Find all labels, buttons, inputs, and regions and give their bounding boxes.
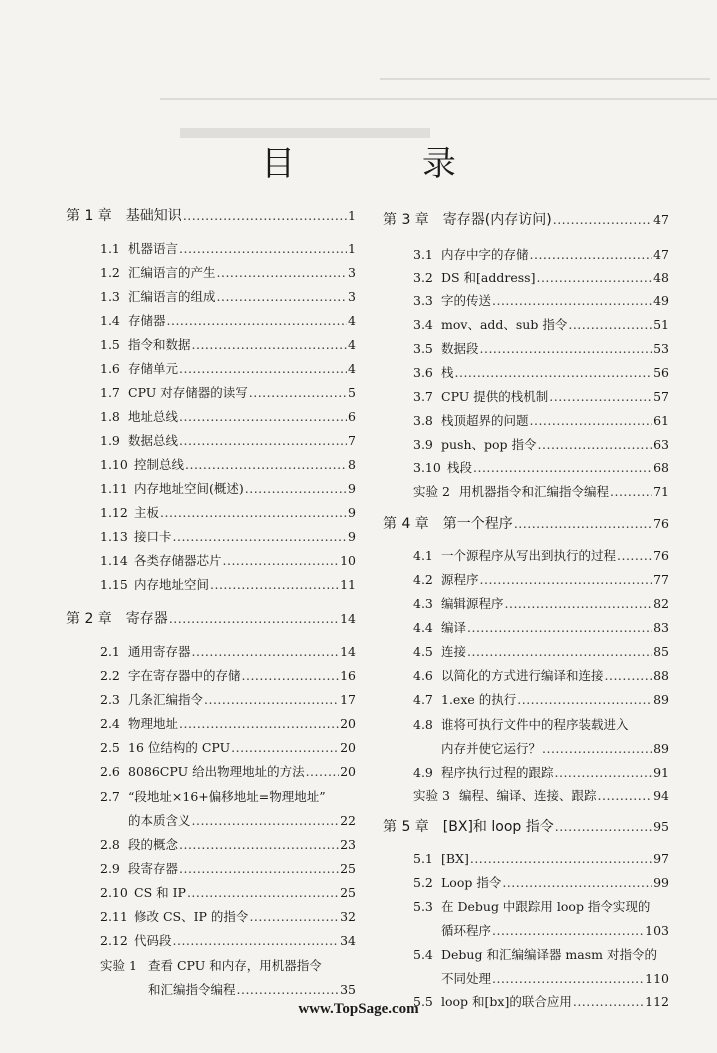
toc-entry[interactable]: 2.5 16 位结构的 CPU ..... 20 (100, 740, 356, 756)
toc-entry[interactable]: 2.1 通用寄存器 ..... 14 (100, 644, 356, 660)
toc-chapter[interactable]: 第 3 章 寄存器(内存访问) ..... 47 (383, 212, 669, 228)
toc-entry[interactable]: 2.6 8086CPU 给出物理地址的方法 ..... 20 (100, 764, 356, 780)
toc-entry[interactable]: 2.12 代码段 ..... 34 (100, 933, 356, 949)
toc-entry[interactable]: 4.2 源程序 ..... 77 (413, 572, 669, 588)
toc-entry[interactable]: 4.1 一个源程序从写出到执行的过程 ..... 76 (413, 548, 669, 564)
toc-chapter[interactable]: 第 5 章 [BX]和 loop 指令 ..... 95 (383, 819, 669, 835)
toc-entry[interactable]: 1.6 存储单元 ..... 4 (100, 361, 356, 377)
toc-chapter[interactable]: 第 4 章 第一个程序 ..... 76 (383, 516, 669, 532)
toc-entry[interactable]: 3.8 栈顶超界的问题 ..... 61 (413, 413, 669, 429)
toc-entry[interactable]: 3.1 内存中字的存储 ..... 47 (413, 247, 669, 263)
toc-entry[interactable]: 的本质含义 ..... 22 (128, 813, 356, 829)
toc-entry[interactable]: 1.8 地址总线 ..... 6 (100, 409, 356, 425)
toc-entry[interactable]: 4.5 连接 ..... 85 (413, 644, 669, 660)
toc-entry[interactable]: 3.2 DS 和[address] ..... 48 (413, 270, 669, 286)
toc-entry[interactable]: 3.10 栈段 ..... 68 (413, 460, 669, 476)
toc-entry[interactable]: 3.9 push、pop 指令 ..... 63 (413, 437, 669, 453)
toc-entry[interactable]: 循环程序 ..... 103 (441, 923, 669, 939)
toc-entry[interactable]: 1.15 内存地址空间 ..... 11 (100, 577, 356, 593)
toc-entry[interactable]: 1.11 内存地址空间(概述) ..... 9 (100, 481, 356, 497)
toc-entry[interactable]: 2.2 字在寄存器中的存储 ..... 16 (100, 668, 356, 684)
toc-chapter[interactable]: 第 2 章 寄存器 ..... 14 (66, 611, 356, 627)
toc-entry[interactable]: 3.5 数据段 ..... 53 (413, 341, 669, 357)
toc-entry[interactable]: 1.12 主板 ..... 9 (100, 505, 356, 521)
toc-entry-firstline[interactable]: 5.3 在 Debug 中跟踪用 loop 指令实现的 (413, 899, 651, 914)
toc-entry[interactable]: 4.3 编辑源程序 ..... 82 (413, 596, 669, 612)
toc-entry[interactable]: 2.8 段的概念 ..... 23 (100, 837, 356, 853)
toc-entry[interactable]: 1.5 指令和数据 ..... 4 (100, 337, 356, 353)
toc-entry[interactable]: 实验 2 用机器指令和汇编指令编程 ..... 71 (413, 484, 669, 500)
toc-entry[interactable]: 1.10 控制总线 ..... 8 (100, 457, 356, 473)
toc-entry[interactable]: 1.14 各类存储器芯片 ..... 10 (100, 553, 356, 569)
toc-entry[interactable]: 1.13 接口卡 ..... 9 (100, 529, 356, 545)
toc-entry[interactable]: 2.9 段寄存器 ..... 25 (100, 861, 356, 877)
toc-entry[interactable]: 不同处理 ..... 110 (441, 971, 669, 987)
toc-entry[interactable]: 1.7 CPU 对存储器的读写 ..... 5 (100, 385, 356, 401)
toc-entry[interactable]: 4.7 1.exe 的执行 ..... 89 (413, 692, 669, 708)
toc-chapter[interactable]: 第 1 章 基础知识 ..... 1 (66, 208, 356, 224)
toc-entry[interactable]: 4.6 以简化的方式进行编译和连接 ..... 88 (413, 668, 669, 684)
toc-entry[interactable]: 2.10 CS 和 IP ..... 25 (100, 885, 356, 901)
toc-entry[interactable]: 3.3 字的传送 ..... 49 (413, 293, 669, 309)
toc-entry-firstline[interactable]: 2.7 “段地址×16+偏移地址=物理地址” (100, 789, 326, 804)
toc-entry[interactable]: 3.7 CPU 提供的栈机制 ..... 57 (413, 389, 669, 405)
toc-entry[interactable]: 1.1 机器语言 ..... 1 (100, 241, 356, 257)
toc-entry[interactable]: 内存并使它运行？ ..... 89 (441, 741, 669, 757)
toc-entry[interactable]: 4.4 编译 ..... 83 (413, 620, 669, 636)
page-title: 目 录 (261, 144, 514, 184)
toc-entry[interactable]: 1.2 汇编语言的产生 ..... 3 (100, 265, 356, 281)
toc-entry[interactable]: 实验 3 编程、编译、连接、跟踪 ..... 94 (413, 788, 669, 804)
toc-entry[interactable]: 3.4 mov、add、sub 指令 ..... 51 (413, 317, 669, 333)
footer-url[interactable]: www.TopSage.com (298, 1001, 419, 1017)
toc-entry[interactable]: 1.4 存储器 ..... 4 (100, 313, 356, 329)
toc-entry-firstline[interactable]: 4.8 谁将可执行文件中的程序装载进入 (413, 717, 629, 732)
toc-entry[interactable]: 2.3 几条汇编指令 ..... 17 (100, 692, 356, 708)
toc-entry[interactable]: 2.11 修改 CS、IP 的指令 ..... 32 (100, 909, 356, 925)
toc-entry[interactable]: 5.5 loop 和[bx]的联合应用 ..... 112 (413, 994, 669, 1010)
toc-entry-firstline[interactable]: 5.4 Debug 和汇编编译器 masm 对指令的 (413, 947, 657, 962)
toc-entry[interactable]: 5.1 [BX] ..... 97 (413, 851, 669, 867)
toc-entry[interactable]: 1.3 汇编语言的组成 ..... 3 (100, 289, 356, 305)
toc-entry[interactable]: 3.6 栈 ..... 56 (413, 365, 669, 381)
toc-entry[interactable]: 和汇编指令编程 ..... 35 (148, 982, 356, 998)
toc-entry[interactable]: 4.9 程序执行过程的跟踪 ..... 91 (413, 765, 669, 781)
toc-entry[interactable]: 1.9 数据总线 ..... 7 (100, 433, 356, 449)
toc-entry[interactable]: 5.2 Loop 指令 ..... 99 (413, 875, 669, 891)
toc-lab-firstline[interactable]: 实验 1 查看 CPU 和内存，用机器指令 (100, 958, 322, 973)
toc-entry[interactable]: 2.4 物理地址 ..... 20 (100, 716, 356, 732)
